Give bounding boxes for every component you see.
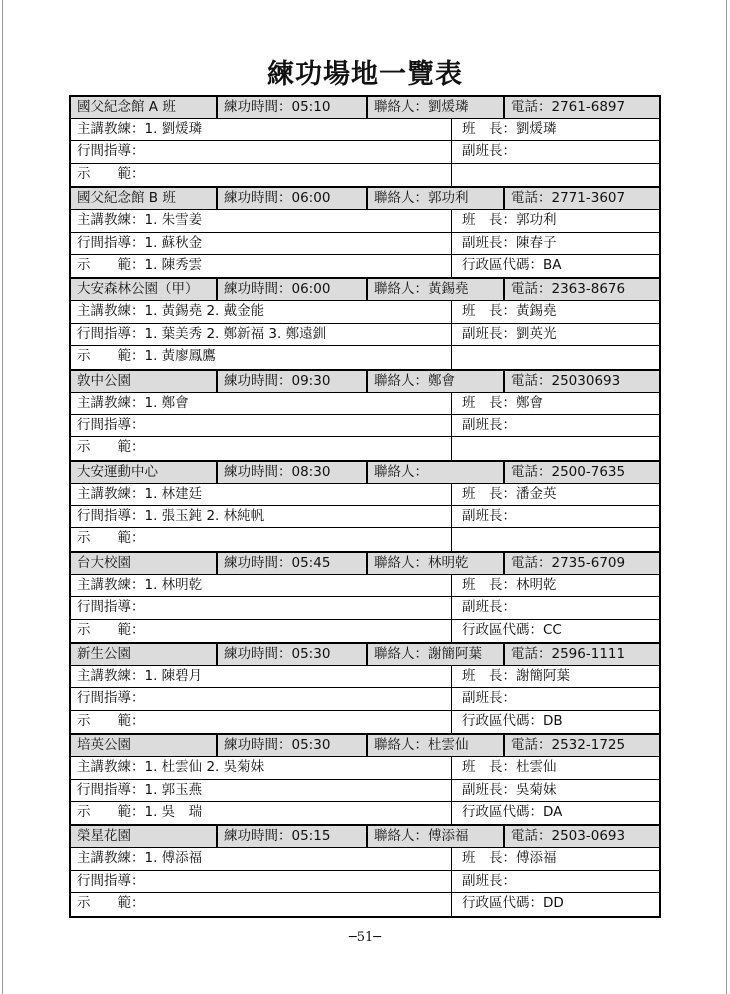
phone-number: 電話：2532-1725 bbox=[511, 737, 626, 754]
staff-cell: 示 範：1. 吳 瑞 bbox=[71, 802, 452, 824]
staff-cell: 行間指導： bbox=[71, 415, 452, 436]
phone-number: 電話：2500-7635 bbox=[511, 463, 626, 480]
venue-block bbox=[71, 735, 659, 826]
venue-header bbox=[71, 826, 659, 848]
venue-row bbox=[71, 620, 659, 642]
venue-block bbox=[71, 371, 659, 462]
role-cell: 副班長： bbox=[462, 143, 516, 160]
venue-name: 敦中公園 bbox=[71, 371, 218, 392]
staff-cell: 行間指導： bbox=[71, 141, 452, 162]
staff-cell: 行間指導： bbox=[71, 688, 452, 709]
venue-row bbox=[71, 871, 659, 893]
venue-name: 國父紀念館 B 班 bbox=[71, 188, 218, 209]
venue-header bbox=[71, 462, 659, 484]
venue-name: 榮星花園 bbox=[71, 826, 218, 847]
venue-row bbox=[71, 780, 659, 802]
venue-row bbox=[71, 119, 659, 141]
contact-person: 聯絡人：林明乾 bbox=[368, 553, 505, 574]
practice-time: 練功時間：06:00 bbox=[218, 279, 368, 300]
venue-header bbox=[71, 188, 659, 210]
phone-number: 電話：2761-6897 bbox=[511, 99, 626, 115]
venue-header bbox=[71, 644, 659, 666]
practice-time: 練功時間：05:10 bbox=[218, 97, 368, 118]
role-cell: 行政區代碼：DD bbox=[462, 895, 564, 912]
venue-header bbox=[71, 279, 659, 301]
practice-time: 練功時間：06:00 bbox=[218, 188, 368, 209]
staff-cell: 主講教練：1. 杜雲仙 2. 吳菊妹 bbox=[71, 757, 452, 778]
role-cell: 行政區代碼：BA bbox=[462, 256, 562, 273]
role-cell: 班 長：謝簡阿葉 bbox=[462, 668, 570, 685]
role-cell: 班 長：郭功利 bbox=[462, 212, 557, 229]
venue-row bbox=[71, 393, 659, 415]
role-cell: 副班長： bbox=[462, 872, 516, 889]
practice-time: 練功時間：05:45 bbox=[218, 553, 368, 574]
staff-cell: 主講教練：1. 黃錫堯 2. 戴金能 bbox=[71, 301, 452, 322]
role-cell: 行政區代碼：CC bbox=[462, 621, 562, 638]
staff-cell: 主講教練：1. 劉煖璘 bbox=[71, 119, 452, 140]
venue-row bbox=[71, 802, 659, 824]
role-cell: 班 長：傅添福 bbox=[462, 850, 557, 867]
staff-cell: 主講教練：1. 傅添福 bbox=[71, 848, 452, 869]
venue-row bbox=[71, 575, 659, 597]
venue-row bbox=[71, 301, 659, 323]
venue-row bbox=[71, 437, 659, 459]
venue-row bbox=[71, 528, 659, 550]
staff-cell: 示 範： bbox=[71, 893, 452, 915]
venue-block bbox=[71, 826, 659, 915]
staff-cell: 行間指導：1. 張玉鈍 2. 林純帆 bbox=[71, 506, 452, 527]
venue-row bbox=[71, 711, 659, 733]
venue-name: 國父紀念館 A 班 bbox=[71, 97, 218, 118]
staff-cell: 主講教練：1. 鄭會 bbox=[71, 393, 452, 414]
contact-person: 聯絡人： bbox=[368, 462, 505, 483]
page-title: 練功場地一覽表 bbox=[267, 59, 463, 90]
venue-row bbox=[71, 597, 659, 619]
contact-person: 聯絡人：劉煖璘 bbox=[368, 97, 505, 118]
venue-row bbox=[71, 893, 659, 915]
role-cell: 班 長：劉煖璘 bbox=[462, 121, 557, 137]
venue-header bbox=[71, 553, 659, 575]
practice-time: 練功時間：05:30 bbox=[218, 735, 368, 756]
venue-row bbox=[71, 141, 659, 163]
role-cell: 副班長：劉英光 bbox=[462, 325, 557, 342]
staff-cell: 主講教練：1. 林明乾 bbox=[71, 575, 452, 596]
venue-row bbox=[71, 324, 659, 346]
venue-row bbox=[71, 506, 659, 528]
role-cell: 行政區代碼：DA bbox=[462, 803, 563, 820]
page-number: ─51─ bbox=[348, 930, 382, 945]
role-cell: 班 長：鄭會 bbox=[462, 394, 543, 411]
role-cell: 副班長：吳菊妹 bbox=[462, 781, 557, 798]
venue-block bbox=[71, 553, 659, 644]
staff-cell: 行間指導： bbox=[71, 871, 452, 892]
venue-name: 台大校園 bbox=[71, 553, 218, 574]
venue-row bbox=[71, 484, 659, 506]
contact-person: 聯絡人：鄭會 bbox=[368, 371, 505, 392]
venue-row bbox=[71, 415, 659, 437]
venue-block bbox=[71, 279, 659, 370]
contact-person: 聯絡人：杜雲仙 bbox=[368, 735, 505, 756]
venue-row bbox=[71, 233, 659, 255]
contact-person: 聯絡人：黃錫堯 bbox=[368, 279, 505, 300]
phone-number: 電話：2735-6709 bbox=[511, 554, 626, 571]
role-cell: 班 長：杜雲仙 bbox=[462, 759, 557, 776]
role-cell bbox=[452, 346, 659, 368]
staff-cell: 示 範： bbox=[71, 620, 452, 642]
phone-number: 電話：2771-3607 bbox=[511, 190, 626, 207]
role-cell: 副班長： bbox=[462, 416, 516, 433]
venue-header bbox=[71, 371, 659, 393]
practice-time: 練功時間：08:30 bbox=[218, 462, 368, 483]
role-cell: 副班長： bbox=[462, 690, 516, 707]
phone-number: 電話：2363-8676 bbox=[511, 281, 626, 298]
practice-time: 練功時間：05:30 bbox=[218, 644, 368, 665]
venue-row bbox=[71, 346, 659, 368]
role-cell: 副班長：陳春子 bbox=[462, 234, 557, 251]
practice-time: 練功時間：05:15 bbox=[218, 826, 368, 847]
venue-table bbox=[69, 95, 661, 918]
venue-header bbox=[71, 735, 659, 757]
venue-name: 新生公園 bbox=[71, 644, 218, 665]
role-cell: 副班長： bbox=[462, 508, 516, 525]
venue-block bbox=[71, 188, 659, 279]
role-cell: 班 長：潘金英 bbox=[462, 485, 557, 502]
venue-row bbox=[71, 210, 659, 232]
venue-row bbox=[71, 666, 659, 688]
venue-header bbox=[71, 97, 659, 119]
staff-cell: 示 範： bbox=[71, 437, 452, 459]
venue-name: 培英公園 bbox=[71, 735, 218, 756]
role-cell: 班 長：黃錫堯 bbox=[462, 303, 557, 320]
practice-time: 練功時間：09:30 bbox=[218, 371, 368, 392]
role-cell: 行政區代碼：DB bbox=[462, 712, 563, 729]
phone-number: 電話：2503-0693 bbox=[511, 828, 626, 845]
staff-cell: 行間指導：1. 葉美秀 2. 鄭新福 3. 鄭遠釧 bbox=[71, 324, 452, 345]
staff-cell: 示 範：1. 黃廖鳳鷹 bbox=[71, 346, 452, 368]
role-cell bbox=[452, 528, 659, 550]
staff-cell: 示 範： bbox=[71, 711, 452, 733]
venue-name: 大安運動中心 bbox=[71, 462, 218, 483]
venue-row bbox=[71, 848, 659, 870]
venue-row bbox=[71, 255, 659, 277]
phone-number: 電話：25030693 bbox=[511, 372, 621, 389]
role-cell: 班 長：林明乾 bbox=[462, 576, 557, 593]
venue-row bbox=[71, 688, 659, 710]
staff-cell: 示 範： bbox=[71, 164, 452, 186]
staff-cell: 主講教練：1. 陳碧月 bbox=[71, 666, 452, 687]
role-cell bbox=[452, 437, 659, 459]
staff-cell: 行間指導：1. 蘇秋金 bbox=[71, 233, 452, 254]
staff-cell: 示 範： bbox=[71, 528, 452, 550]
staff-cell: 主講教練：1. 朱雪姜 bbox=[71, 210, 452, 231]
contact-person: 聯絡人：傅添福 bbox=[368, 826, 505, 847]
venue-row bbox=[71, 757, 659, 779]
venue-block bbox=[71, 462, 659, 553]
staff-cell: 行間指導：1. 郭玉燕 bbox=[71, 780, 452, 801]
phone-number: 電話：2596-1111 bbox=[511, 646, 626, 663]
contact-person: 聯絡人：郭功利 bbox=[368, 188, 505, 209]
role-cell bbox=[452, 164, 659, 186]
venue-block bbox=[71, 644, 659, 735]
venue-name: 大安森林公園（甲） bbox=[71, 279, 218, 300]
venue-row bbox=[71, 164, 659, 186]
staff-cell: 示 範：1. 陳秀雲 bbox=[71, 255, 452, 277]
staff-cell: 行間指導： bbox=[71, 597, 452, 618]
contact-person: 聯絡人：謝簡阿葉 bbox=[368, 644, 505, 665]
staff-cell: 主講教練：1. 林建廷 bbox=[71, 484, 452, 505]
venue-block bbox=[71, 97, 659, 188]
role-cell: 副班長： bbox=[462, 599, 516, 616]
